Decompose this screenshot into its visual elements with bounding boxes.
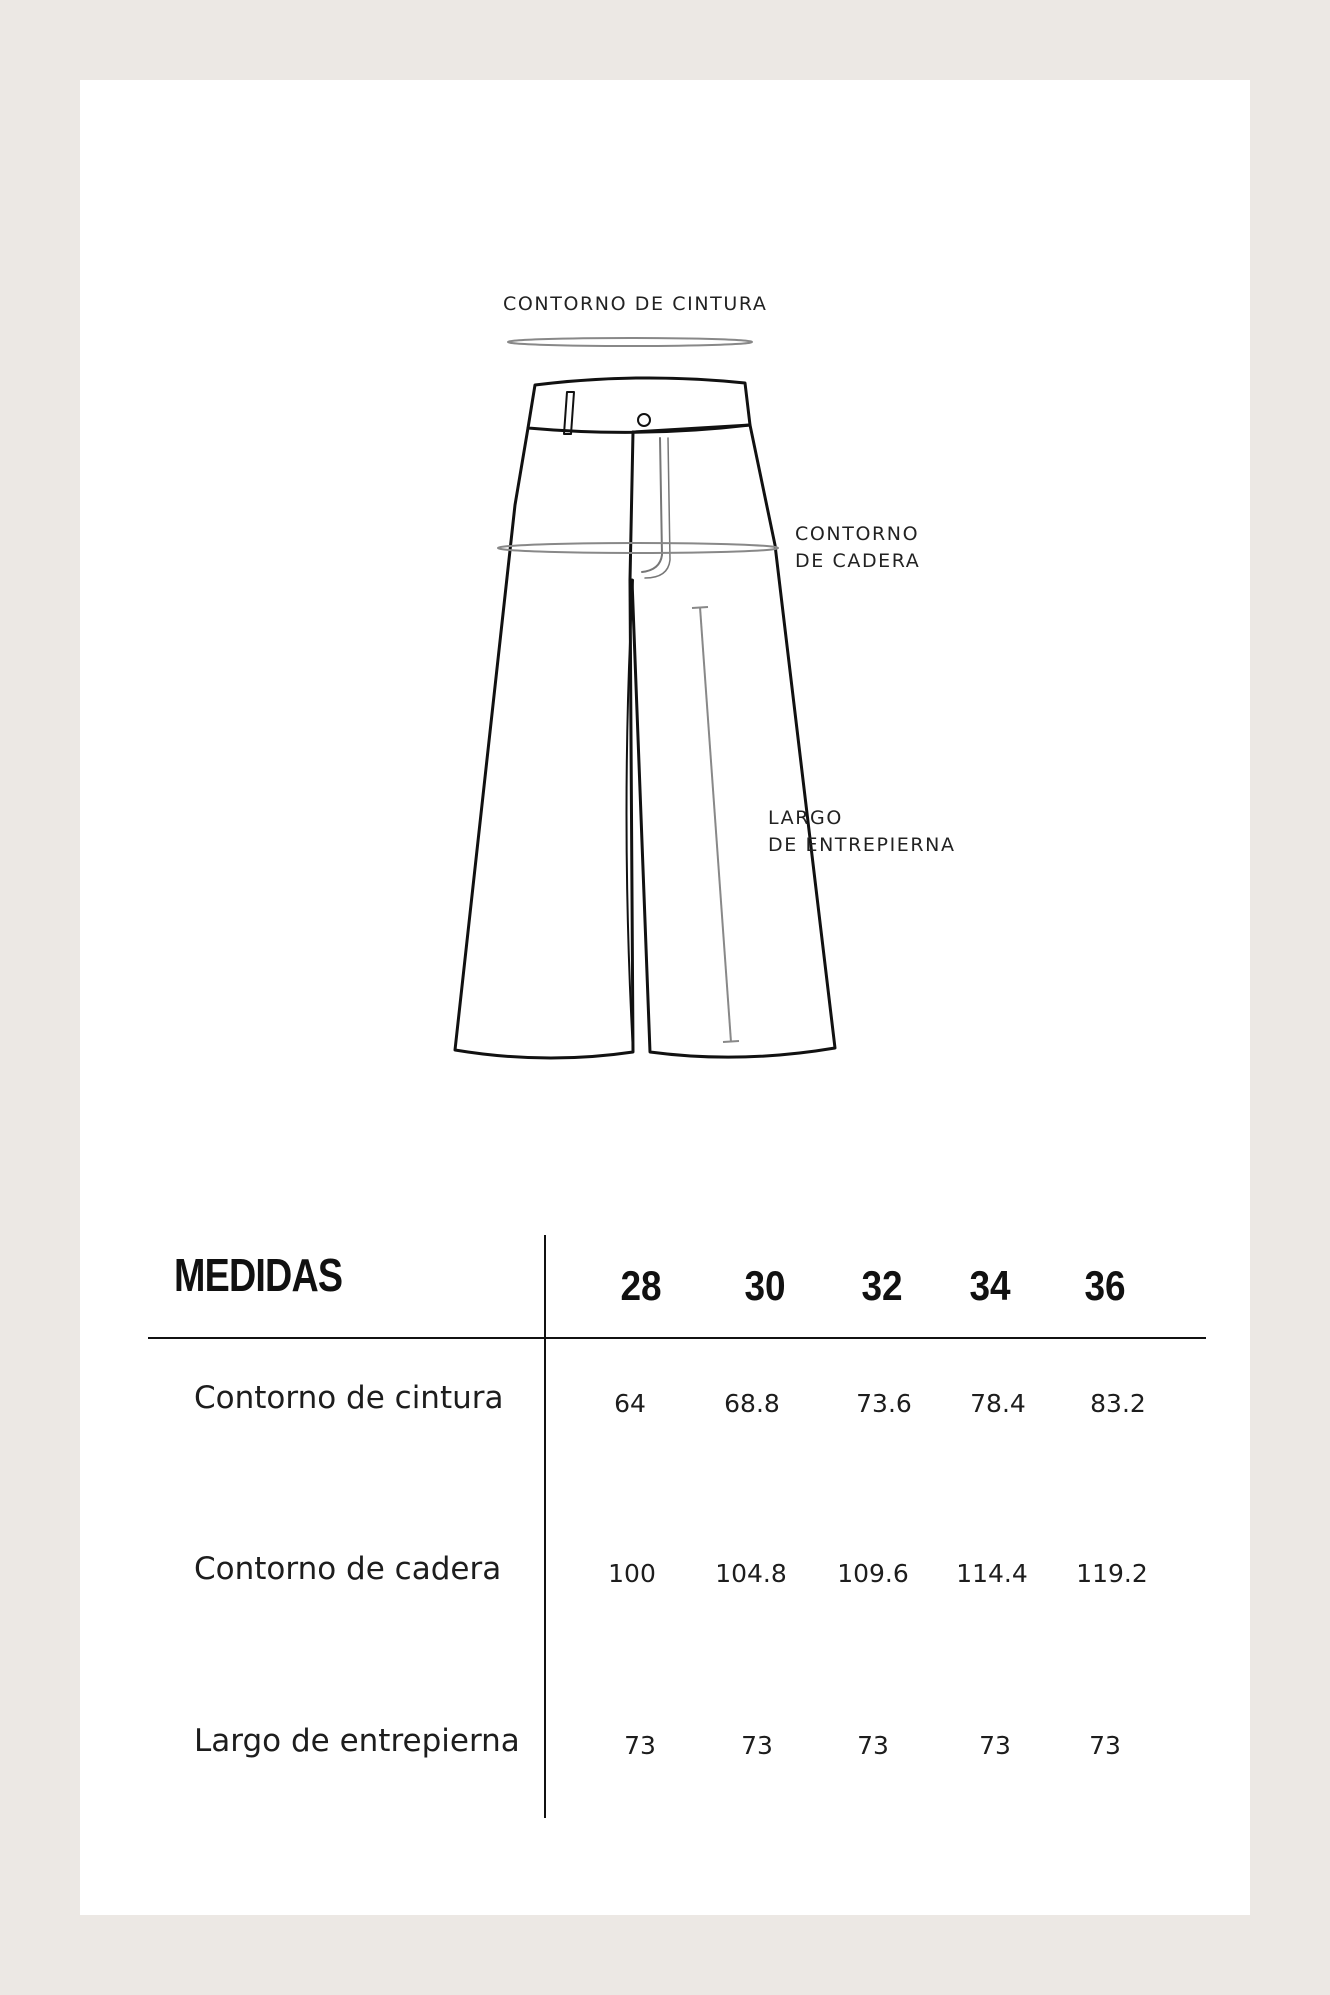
size-header: 34 bbox=[969, 1262, 1011, 1309]
row-label: Contorno de cintura bbox=[194, 1380, 504, 1416]
table-cell: 73 bbox=[857, 1731, 889, 1760]
table-cell: 83.2 bbox=[1090, 1389, 1146, 1418]
table-cell: 68.8 bbox=[724, 1389, 780, 1418]
button bbox=[638, 414, 650, 426]
inseam-measure bbox=[700, 607, 731, 1042]
table-title: MEDIDAS bbox=[174, 1249, 343, 1301]
table-cell: 104.8 bbox=[715, 1559, 787, 1588]
header-divider bbox=[148, 1337, 1206, 1339]
hip-measure bbox=[498, 543, 778, 553]
belt-loop bbox=[564, 392, 574, 434]
table-cell: 78.4 bbox=[970, 1389, 1026, 1418]
table-cell: 119.2 bbox=[1076, 1559, 1148, 1588]
table-cell: 109.6 bbox=[837, 1559, 909, 1588]
hip-label: CONTORNO DE CADERA bbox=[795, 523, 921, 572]
fly-stitch-2 bbox=[645, 438, 670, 578]
table-cell: 64 bbox=[614, 1389, 646, 1418]
table-cell: 114.4 bbox=[956, 1559, 1028, 1588]
right-leg bbox=[632, 425, 835, 1057]
left-leg bbox=[455, 428, 633, 1058]
inseam-label: LARGO DE ENTREPIERNA bbox=[768, 807, 956, 856]
table-cell: 73 bbox=[624, 1731, 656, 1760]
column-divider bbox=[544, 1235, 546, 1818]
table-cell: 73 bbox=[741, 1731, 773, 1760]
size-header: 28 bbox=[620, 1262, 662, 1309]
row-label: Largo de entrepierna bbox=[194, 1723, 520, 1759]
table-cell: 73.6 bbox=[856, 1389, 912, 1418]
table-cell: 73 bbox=[979, 1731, 1011, 1760]
size-header: 36 bbox=[1084, 1262, 1126, 1309]
size-header: 32 bbox=[861, 1262, 903, 1309]
size-header: 30 bbox=[744, 1262, 786, 1309]
row-label: Contorno de cadera bbox=[194, 1551, 502, 1587]
fly-stitch bbox=[642, 438, 662, 572]
table-cell: 73 bbox=[1089, 1731, 1121, 1760]
waist-measure bbox=[508, 338, 752, 346]
table-cell: 100 bbox=[608, 1559, 656, 1588]
waist-label: CONTORNO DE CINTURA bbox=[503, 293, 768, 315]
